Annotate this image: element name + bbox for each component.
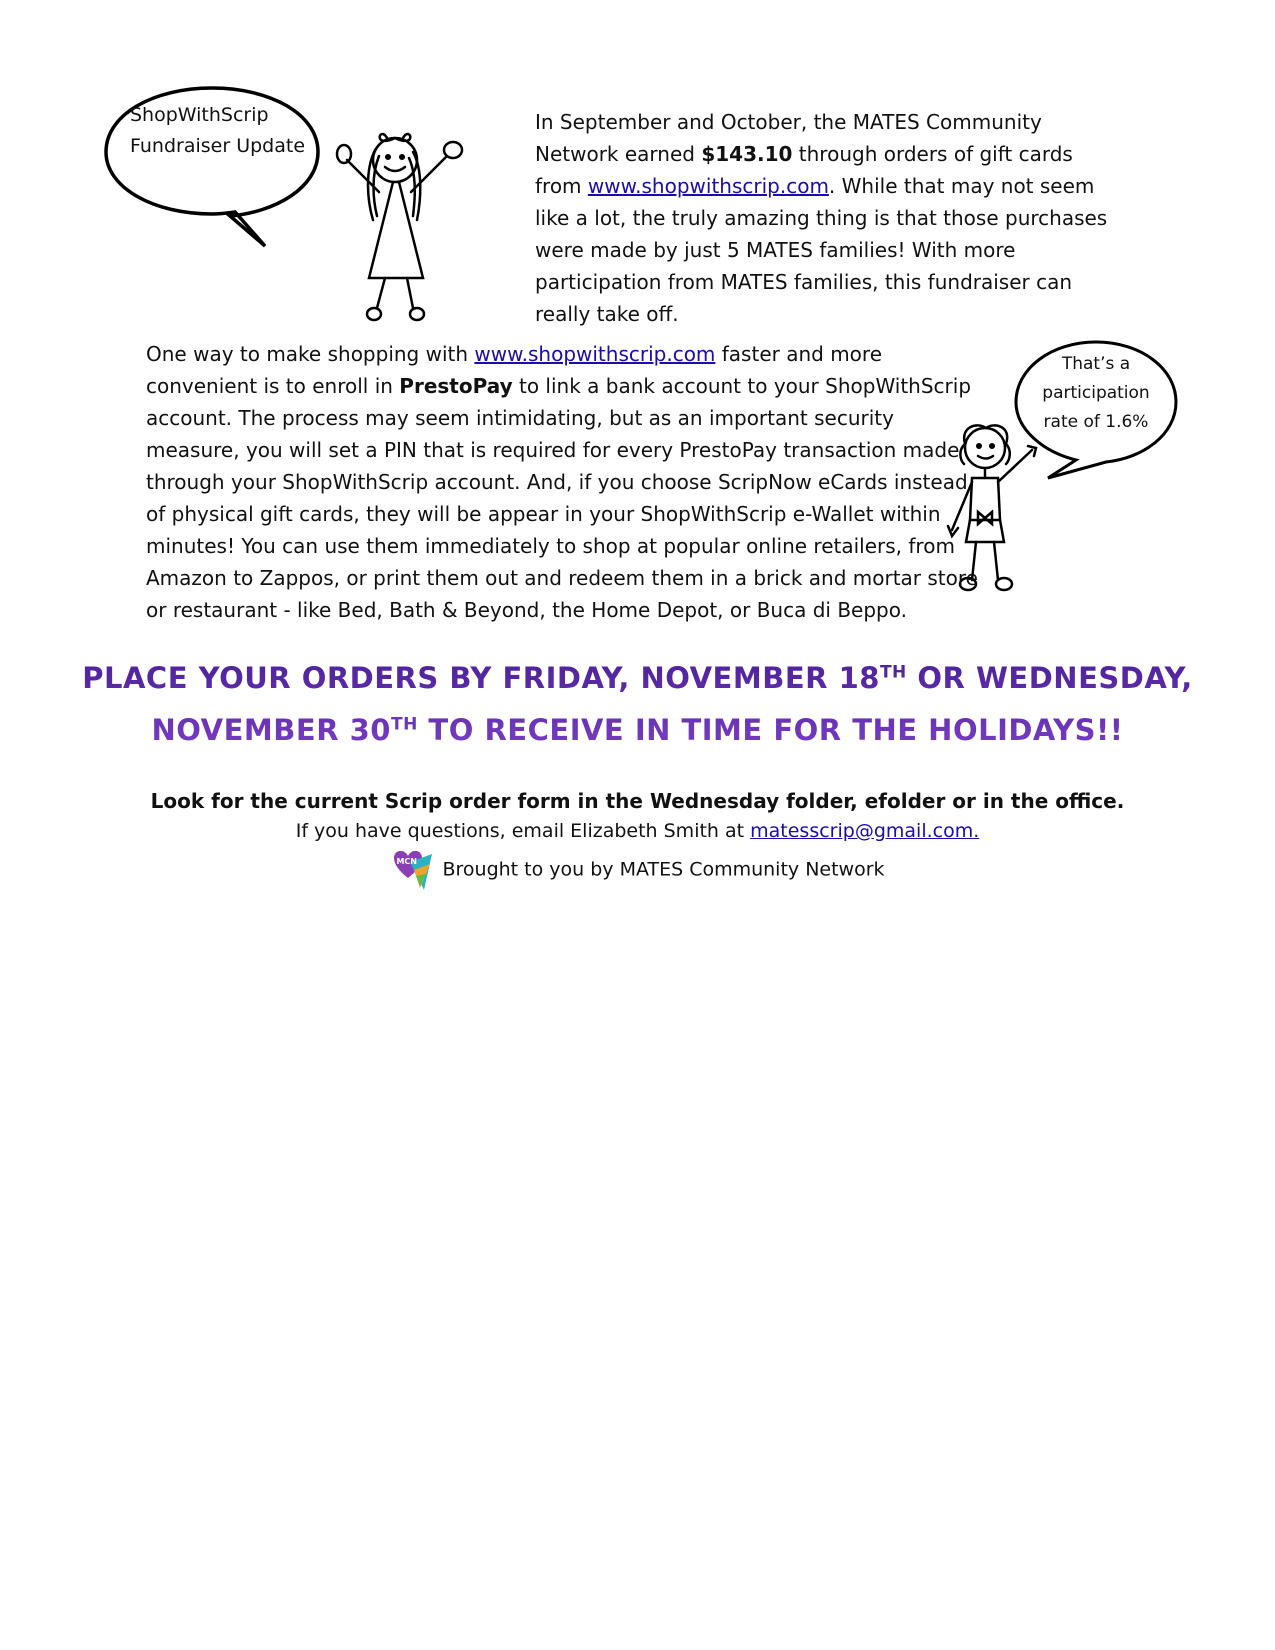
mcn-logo	[390, 848, 434, 892]
bubble-line-2: Fundraiser Update	[130, 135, 306, 157]
footer	[80, 786, 1195, 892]
prestopay-term: PrestoPay	[399, 374, 513, 398]
mcn-logo-text: MCN	[396, 857, 417, 866]
headline-l2-text: NOVEMBER 30	[151, 713, 391, 747]
order-deadline-headline	[80, 652, 1195, 756]
earned-amount: $143.10	[701, 142, 793, 166]
headline-l1-text: PLACE YOUR ORDERS BY FRIDAY, NOVEMBER 18	[82, 661, 880, 695]
headline-l1-end: OR WEDNESDAY,	[906, 661, 1193, 695]
bubble-fundraiser-text	[130, 100, 320, 162]
prestopay-paragraph	[146, 338, 986, 626]
intro-text-3: . While that may not seem like a lot, the truly amazing thing is that those purchases were made by just 5 MATES families! With more participation from MATES families, this fundraiser can really take off.	[535, 174, 1108, 326]
body-text-2: faster and more convenient is to enroll in	[146, 342, 882, 398]
bubble2-line-1: That’s a	[1061, 354, 1131, 374]
bubble2-line-2: participation	[1042, 383, 1150, 403]
contact-text: If you have questions, email Elizabeth Smith at	[295, 820, 751, 842]
headline-l2-end: TO RECEIVE IN TIME FOR THE HOLIDAYS!!	[417, 713, 1124, 747]
intro-text-1: In September and October, the MATES Community Network earned	[535, 110, 1042, 166]
intro-paragraph	[535, 106, 1110, 330]
email-link[interactable]: matesscrip@gmail.com.	[750, 820, 980, 842]
shopwithscrip-link-2[interactable]: www.shopwithscrip.com	[474, 342, 716, 366]
stick-girl-illustration	[335, 130, 485, 330]
brought-line	[80, 848, 1195, 892]
headline-l2-sup: TH	[391, 714, 418, 735]
headline-line-1	[80, 652, 1195, 704]
order-form-notice: Look for the current Scrip order form in the Wednesday folder, efolder or in the office.	[150, 789, 1125, 813]
brought-text: Brought to you by MATES Community Network	[442, 858, 885, 881]
contact-line	[80, 816, 1195, 846]
bubble2-line-3: rate of 1.6%	[1043, 412, 1149, 432]
headline-line-2	[80, 704, 1195, 756]
intro-text-2: through orders of gift cards from	[535, 142, 1073, 198]
shopwithscrip-link[interactable]: www.shopwithscrip.com	[587, 174, 829, 198]
headline-l1-sup: TH	[879, 662, 907, 683]
bubble-line-1: ShopWithScrip	[130, 104, 269, 126]
body-text-1: One way to make shopping with	[146, 342, 475, 366]
body-text-3: to link a bank account to your ShopWithScrip account. The process may seem intimidating, but as an important security measure, you will set a PIN that is required for every PrestoPay transaction made through your ShopWithScrip account. And, if you choose ScripNow eCards instead of physical gift cards, they will be appear in your ShopWithScrip e-Wallet within minutes! You can use them immediately to shop at popular online retailers, from Amazon to Zappos, or print them out and redeem them in a brick and mortar store or restaurant - like Bed, Bath & Beyond, the Home Depot, or Buca di Beppo.	[146, 374, 978, 622]
